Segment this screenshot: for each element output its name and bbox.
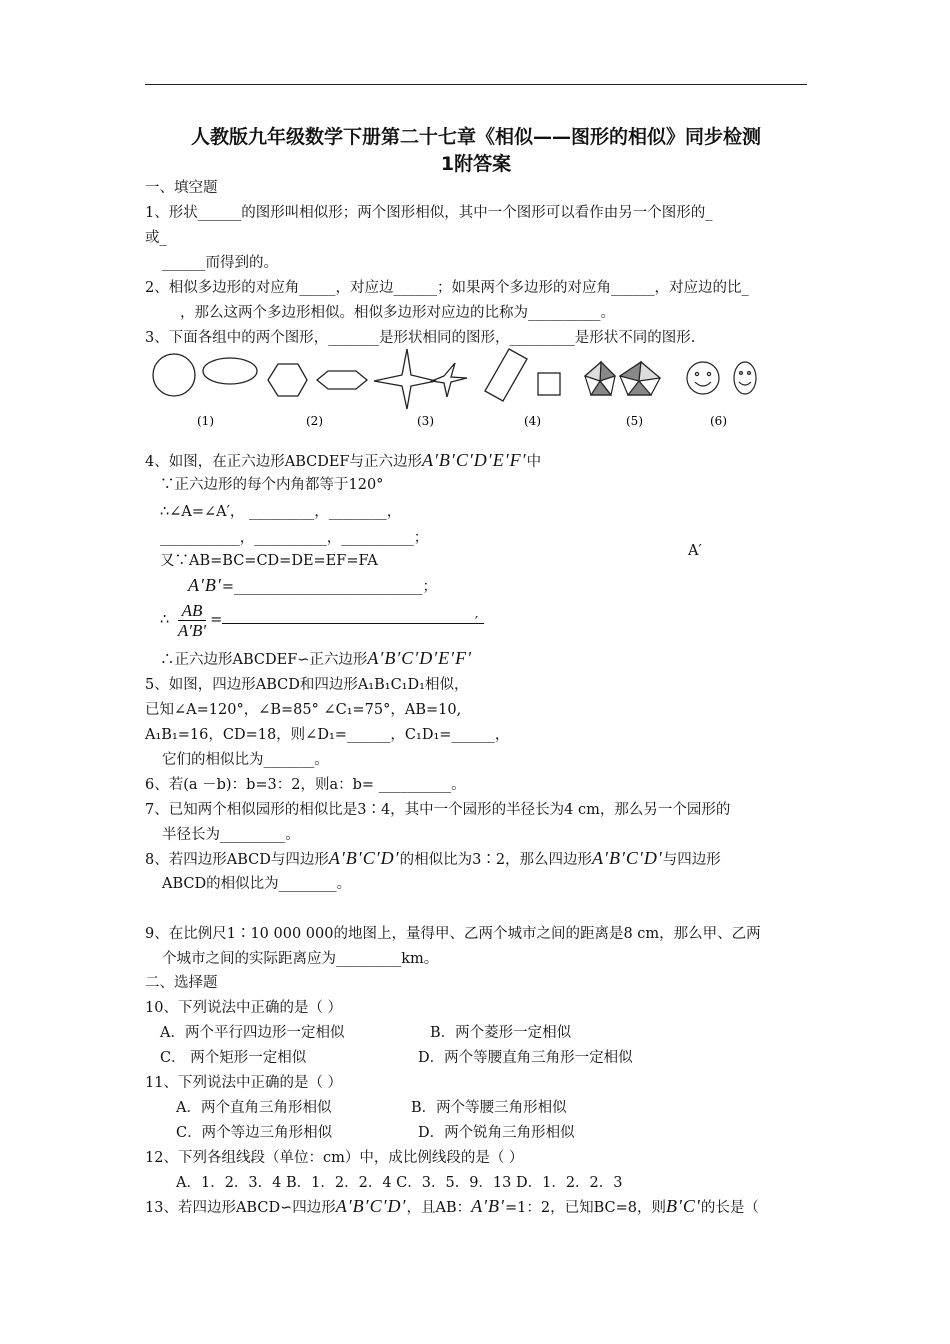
question-4-line1 xyxy=(145,450,541,472)
question-7-line1: 7、已知两个相似园形的相似比是3∶4，其中一个园形的半径长为4 cm，那么另一个园形的 xyxy=(145,802,731,818)
segment-bc-prime-label: B′C′ xyxy=(665,1196,701,1216)
question-4-text: 4、如图，在正六边形ABCDEF与正六边形 xyxy=(145,454,422,470)
figure-square xyxy=(538,373,560,395)
page-title: 人教版九年级数学下册第二十七章《相似——图形的相似》同步检测 xyxy=(190,126,761,148)
section-heading-fill: 一、填空题 xyxy=(145,180,218,196)
question-4-line6-rest: =__________________________； xyxy=(221,579,438,595)
question-2-line2: ，那么这两个多边形相似。相似多边形对应边的比称为__________。 xyxy=(180,305,615,321)
question-10-option-b: B．两个菱形一定相似 xyxy=(430,1025,572,1041)
question-11: 11、下列说法中正确的是（ ） xyxy=(145,1075,343,1091)
question-4-zhong: 中 xyxy=(526,454,542,470)
question-8-text-a: 8、若四边形ABCD与四边形 xyxy=(145,852,329,868)
therefore-symbol: ∴ xyxy=(160,612,170,628)
question-3: 3、下面各组中的两个图形，_______是形状相同的图形，_________是形状不同的图形. xyxy=(145,330,696,346)
question-13-text-a: 13、若四边形ABCD∽四边形 xyxy=(145,1200,336,1216)
question-4-line3: ∴∠A=∠A′， _________，________， xyxy=(160,504,402,520)
hexagon-prime-label-2: A′B′C′D′E′F′ xyxy=(367,648,473,668)
question-1-line1: 1、形状______的图形叫相似形；两个图形相似，其中一个图形可以看作由另一个图形的_ xyxy=(145,205,713,221)
prime-mark: ′ xyxy=(474,615,479,631)
question-10-option-d: D．两个等腰直角三角形一定相似 xyxy=(418,1050,633,1066)
question-4-line6 xyxy=(188,575,437,597)
question-8-text-b: 的相似比为3∶2，那么四边形 xyxy=(399,852,593,868)
figure-pentagon-left xyxy=(585,362,615,395)
figure-hexagon-large xyxy=(268,364,307,396)
figure-star-small xyxy=(432,363,467,397)
question-11-option-a: A．两个直角三角形相似 xyxy=(176,1100,332,1116)
figure-pentagon-right xyxy=(620,362,660,395)
question-11-option-d: D．两个锐角三角形相似 xyxy=(418,1125,575,1141)
figure-label-6: (6) xyxy=(710,414,727,428)
question-4-line8 xyxy=(160,648,472,670)
fraction-numerator: AB xyxy=(178,601,206,621)
question-13-text-c: =1：2，已知BC=8，则 xyxy=(504,1200,666,1216)
question-4-line2: ∵正六边形的每个内角都等于120° xyxy=(160,477,384,493)
question-13 xyxy=(145,1196,759,1218)
question-12: 12、下列各组线段（单位：cm）中，成比例线段的是（ ） xyxy=(145,1150,524,1166)
question-5-line1: 5、如图，四边形ABCD和四边形A₁B₁C₁D₁相似， xyxy=(145,677,469,693)
segment-prime-label: A′B′ xyxy=(471,1196,505,1216)
figure-face-small xyxy=(734,362,756,394)
quad-prime-label-3: A′B′C′D′ xyxy=(335,1196,407,1216)
top-rule xyxy=(145,84,807,85)
figure-label-4: (4) xyxy=(524,414,541,428)
question-10-option-c: C． 两个矩形一定相似 xyxy=(160,1050,307,1066)
figure-ellipse xyxy=(203,358,257,384)
question-13-text-d: 的长是（ xyxy=(700,1200,759,1216)
figure-star-large xyxy=(374,349,436,409)
question-4-line5: 又∵AB=BC=CD=DE=EF=FA xyxy=(160,553,378,569)
equals-sign: = xyxy=(210,612,223,628)
question-13-text-b: ，且AB： xyxy=(406,1200,472,1216)
figure-hexagon-flat xyxy=(317,371,367,389)
fraction-denominator: A′B′ xyxy=(177,620,207,640)
fraction-ab xyxy=(178,601,206,640)
question-3-figures xyxy=(145,345,785,435)
figure-label-a-prime: A′ xyxy=(688,543,702,559)
question-8-line2: ABCD的相似比为________。 xyxy=(162,876,352,892)
question-10-option-a: A．两个平行四边形一定相似 xyxy=(160,1025,345,1041)
figure-circle xyxy=(153,354,195,396)
question-6: 6、若(a －b)：b=3：2，则a：b= __________。 xyxy=(145,777,466,793)
segment-a-prime-b-prime: A′B′ xyxy=(188,575,222,595)
question-4-line7 xyxy=(160,598,484,642)
figure-label-1: (1) xyxy=(197,414,214,428)
question-1-line3: ______而得到的。 xyxy=(162,255,278,271)
question-1-line2: 或_ xyxy=(145,230,167,246)
question-7-line2: 半径长为_________。 xyxy=(162,827,300,843)
figure-label-5: (5) xyxy=(626,414,643,428)
question-10: 10、下列说法中正确的是（ ） xyxy=(145,1000,343,1016)
hexagon-prime-label: A′B′C′D′E′F′ xyxy=(422,450,527,470)
question-11-option-b: B．两个等腰三角形相似 xyxy=(411,1100,567,1116)
figure-label-3: (3) xyxy=(417,414,434,428)
question-5-line2: 已知∠A=120°，∠B=85° ∠C₁=75°，AB=10, xyxy=(145,702,462,718)
question-2-line1: 2、相似多边形的对应角_____，对应边______；如果两个多边形的对应角______，对应边的比_ xyxy=(145,280,749,296)
question-4-conclusion: ∴正六边形ABCDEF∽正六边形 xyxy=(160,652,368,668)
section-heading-choice: 二、选择题 xyxy=(145,975,218,991)
question-8-text-c: 与四边形 xyxy=(662,852,721,868)
figure-label-2: (2) xyxy=(306,414,323,428)
question-9-line2: 个城市之间的实际距离应为_________km。 xyxy=(162,951,439,967)
answer-blank-ratio xyxy=(222,609,484,631)
figure-rectangle-tilted xyxy=(485,349,527,401)
question-4-line4: ___________，__________，__________； xyxy=(160,530,429,546)
question-9-line1: 9、在比例尺1∶10 000 000的地图上，量得甲、乙两个城市之间的距离是8 cm，那么甲、乙两 xyxy=(145,926,761,942)
page-title-line2: 1附答案 xyxy=(440,153,512,175)
question-11-option-c: C．两个等边三角形相似 xyxy=(176,1125,333,1141)
question-5-line4: 它们的相似比为_______。 xyxy=(162,752,329,768)
question-5-line3: A₁B₁=16，CD=18，则∠D₁=______，C₁D₁=______， xyxy=(145,727,510,743)
question-12-options: A．1．2．3．4 B．1．2．2．4 C．3．5．9．13 D．1．2．2．3 xyxy=(176,1175,623,1191)
question-8-line1 xyxy=(145,848,721,870)
quad-prime-label-2: A′B′C′D′ xyxy=(592,848,663,868)
figure-face-large xyxy=(687,362,719,394)
quad-prime-label-1: A′B′C′D′ xyxy=(328,848,400,868)
